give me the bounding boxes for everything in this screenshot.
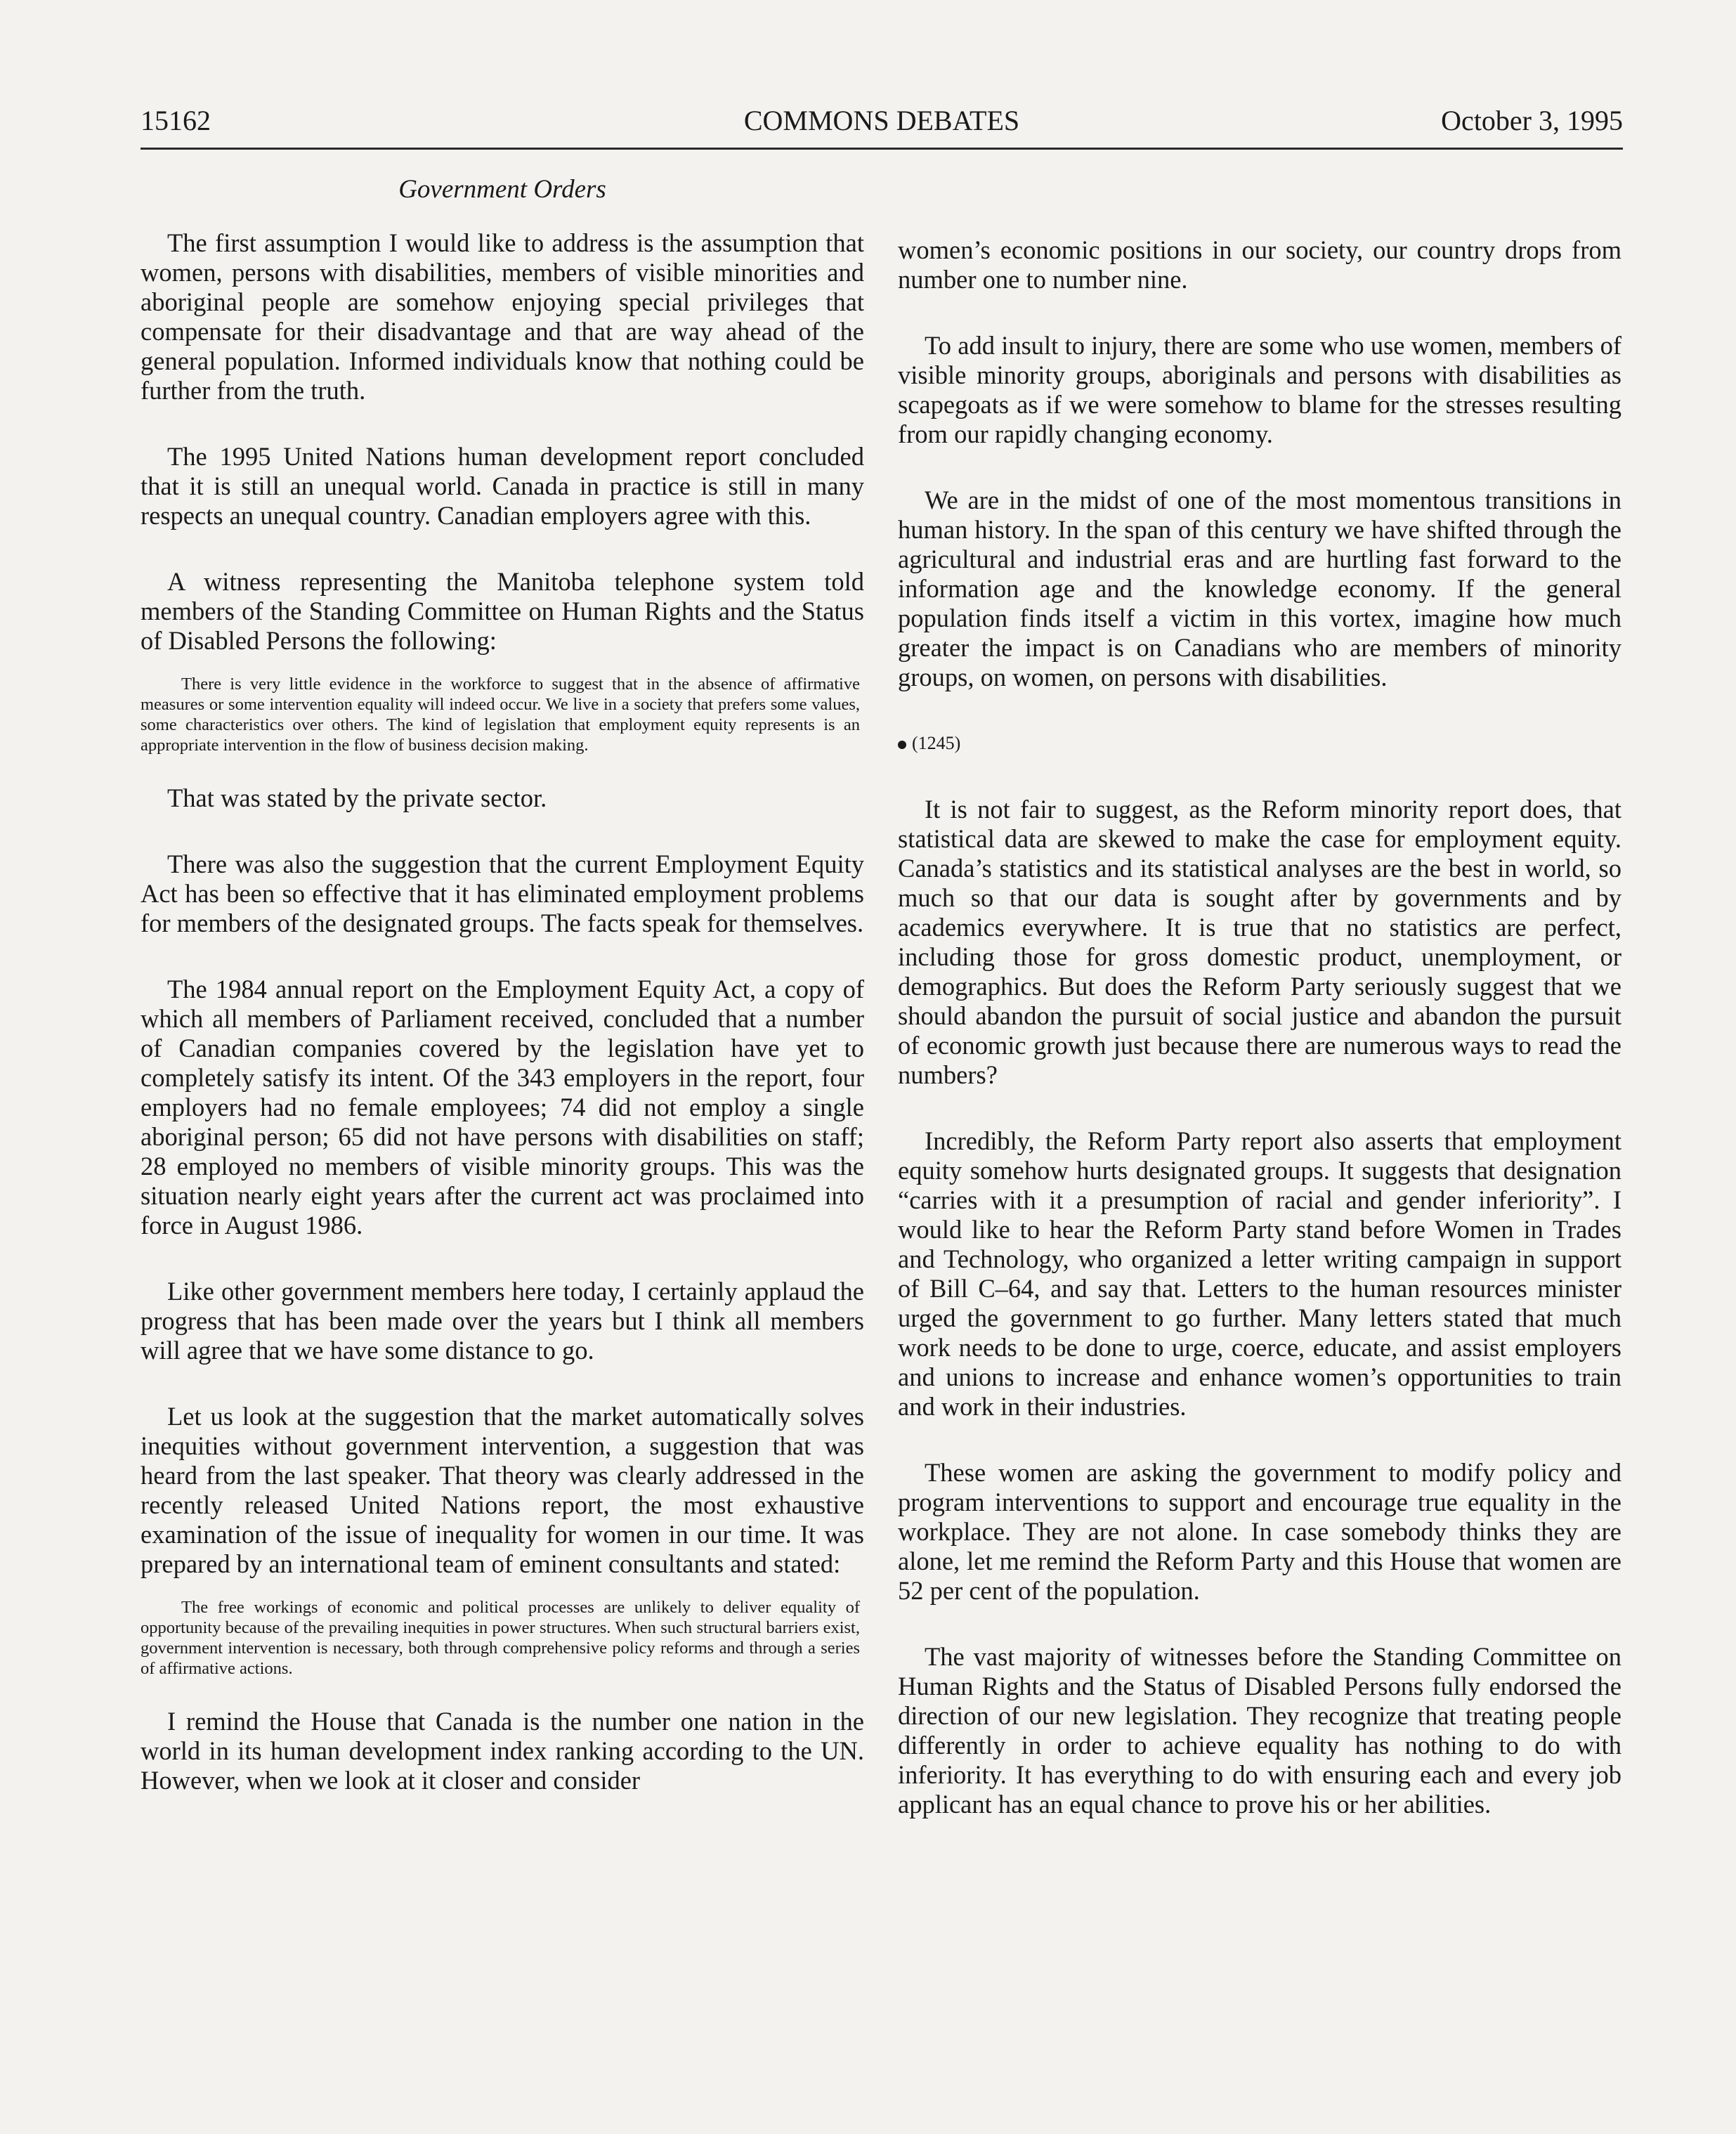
publication-title: COMMONS DEBATES [743,105,1020,136]
paragraph: To add insult to injury, there are some who use women, members of visible minority groups, aboriginals and persons with disabilities as scapegoats as if we were somehow to blame for the stresses resulting from our rapidly changing economy. [898,331,1621,448]
left-column [141,228,864,1832]
page-number: 15162 [141,105,211,136]
page-header [141,104,1623,146]
block-quote: The free workings of economic and political processes are unlikely to deliver equality of opportunity because of the prevailing inequities in power structures. When such structural barriers exist, government intervention is necessary, both through comprehensive policy reforms and through a series of affirmative actions. [141,1598,860,1678]
block-quote: There is very little evidence in the workforce to suggest that in the absence of affirmative measures or some intervention equality will indeed occur. We live in a society that prefers some values, some characteristics over others. The kind of legislation that employment equity represents is an appropriate intervention in the flow of business decision making. [141,675,860,755]
paragraph: That was stated by the private sector. [167,783,547,812]
paragraph: Like other government members here today, I certainly applaud the progress that has been made over the years but I think all members will agree that we have some distance to go. [141,1277,864,1365]
timestamp: (1245) [912,733,961,753]
publication-date: October 3, 1995 [1441,105,1623,136]
paragraph: We are in the midst of one of the most momentous transitions in human history. In the span of this century we have shifted through the agricultural and industrial eras and are hurtling fast forward to the information age and the knowledge economy. If the general population finds itself a victim in this vortex, imagine how much greater the impact is on Canadians who are members of minority groups, on women, on persons with disabilities. [898,486,1621,691]
paragraph: I remind the House that Canada is the number one nation in the world in its human development index ranking according to the UN. However, when we look at it closer and consider [141,1707,864,1795]
paragraph: The 1984 annual report on the Employment Equity Act, a copy of which all members of Parliament received, concluded that a number of Canadian companies covered by the legislation have yet to completely satisfy its intent. Of the 343 employers in the report, four employers had no female employees; 74 did not employ a single aboriginal person; 65 did not have persons with disabilities on staff; 28 employed no members of visible minority groups. This was the situation nearly eight years after the current act was proclaimed into force in August 1986. [141,975,864,1240]
paragraph: Let us look at the suggestion that the market automatically solves inequities without government intervention, a suggestion that was heard from the last speaker. That theory was clearly addressed in the recently released United Nations report, the most exhaustive examination of the issue of inequality for women in our time. It was prepared by an international team of eminent consultants and stated: [141,1402,864,1578]
paragraph: Incredibly, the Reform Party report also asserts that employment equity somehow hurts designated groups. It suggests that designation “carries with it a presumption of racial and gender inferiority”. I would like to hear the Reform Party stand before Women in Trades and Technology, who organized a letter writing campaign in support of Bill C–64, and say that. Letters to the human resources minister urged the government to go further. Many letters stated that much work needs to be done to urge, coerce, educate, and assist employers and unions to increase and enhance women’s opportunities to train and work in their industries. [898,1126,1621,1421]
paragraph: The first assumption I would like to address is the assumption that women, persons with disabilities, members of visible minorities and aboriginal people are somehow enjoying special privileges that compensate for their disadvantage and that are way ahead of the general population. Informed individuals know that nothing could be further from the truth. [141,228,864,405]
paragraph: These women are asking the government to modify policy and program interventions to support and encourage true equality in the workplace. They are not alone. In case somebody thinks they are alone, let me remind the Reform Party and this House that women are 52 per cent of the population. [898,1458,1621,1605]
header-rule [141,148,1623,150]
section-label: Government Orders [398,175,606,204]
paragraph: The 1995 United Nations human development report concluded that it is still an unequal world. Canada in practice is still in many respects an unequal country. Canadian employers agree with this. [141,442,864,530]
paragraph-continued: women’s economic positions in our society, our country drops from number one to number nine. [898,235,1621,294]
paragraph: There was also the suggestion that the current Employment Equity Act has been so effective that it has eliminated employment problems for members of the designated groups. The facts speak for themselves. [141,850,864,937]
paragraph: It is not fair to suggest, as the Reform minority report does, that statistical data are skewed to make the case for employment equity. Canada’s statistics and its statistical analyses are the best in world, so much so that our data is sought after by governments and by academics everywhere. It is true that no statistics are perfect, including those for gross domestic product, unemployment, or demographics. But does the Reform Party seriously suggest that we should abandon the pursuit of social justice and abandon the pursuit of economic growth just because there are numerous ways to read the numbers? [898,795,1621,1089]
timestamp-marker [898,729,1621,758]
right-column [898,235,1621,1856]
bullet-icon [898,741,906,749]
paragraph: The vast majority of witnesses before the Standing Committee on Human Rights and the Status of Disabled Persons fully endorsed the direction of our new legislation. They recognize that treating people differently in order to achieve equality has nothing to do with inferiority. It has everything to do with ensuring each and every job applicant has an equal chance to prove his or her abilities. [898,1642,1621,1819]
paragraph: A witness representing the Manitoba telephone system told members of the Standing Committee on Human Rights and the Status of Disabled Persons the following: [141,567,864,655]
